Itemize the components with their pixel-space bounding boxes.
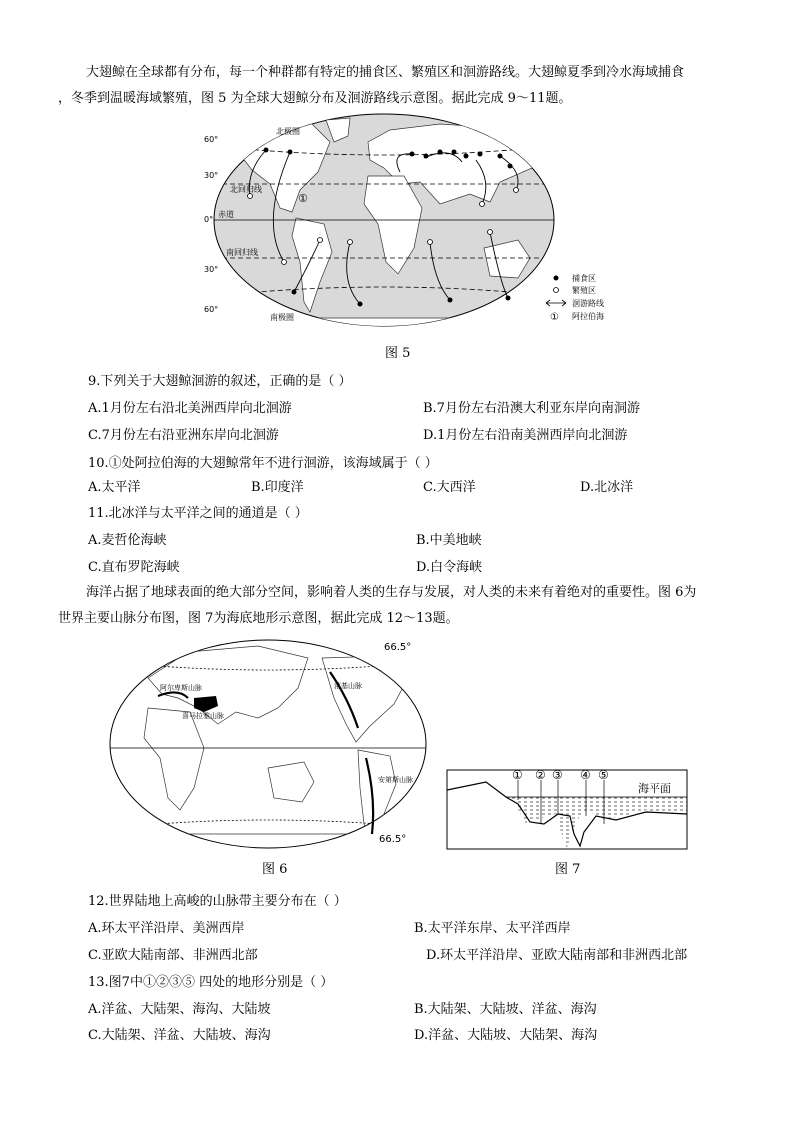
- legend-label: 洄游路线: [572, 299, 604, 308]
- intro-paragraph-1: [58, 60, 730, 112]
- q10-option-b[interactable]: B.印度洋: [251, 480, 304, 495]
- lat-label: 30°: [204, 171, 219, 180]
- fig7-marker-3: ③: [552, 768, 563, 782]
- q12-option-d[interactable]: D.环太平洋沿岸、亚欧大陆南部和非洲西北部: [426, 948, 688, 963]
- figure-6-mountain-map: [108, 638, 428, 850]
- legend-symbol: ①: [550, 312, 559, 323]
- lat-label: 60°: [204, 135, 219, 144]
- intro-2-line-2: 世界主要山脉分布图，图 7为海底地形示意图，据此完成 12～13题。: [58, 611, 459, 626]
- q11-option-b[interactable]: B.中美地峡: [416, 533, 482, 548]
- question-10-stem: 10.①处阿拉伯海的大翅鲸常年不进行洄游，该海域属于（ ）: [88, 456, 438, 471]
- intro-1-line-1: 大翅鲸在全球都有分布，每一个种群都有特定的捕食区、繁殖区和洄游路线。大翅鲸夏季到冷水海域捕食: [86, 65, 685, 80]
- fig7-marker-1: ①: [512, 768, 523, 782]
- lat-label: 60°: [204, 305, 219, 314]
- lat-label: 0°: [204, 215, 214, 224]
- intro-paragraph-2: [58, 580, 730, 632]
- lat-label: 30°: [204, 265, 219, 274]
- figure-7-caption: 图 7: [555, 862, 581, 877]
- question-9-stem: 9.下列关于大翅鲸洄游的叙述，正确的是（ ）: [88, 374, 352, 389]
- figure-5-legend: [546, 273, 604, 323]
- question-12-stem: 12.世界陆地上高峻的山脉带主要分布在（ ）: [88, 894, 347, 909]
- q9-option-b[interactable]: B.7月份左右沿澳大利亚东岸向南洞游: [423, 401, 640, 416]
- q12-option-c[interactable]: C.亚欧大陆南部、非洲西北部: [88, 948, 258, 963]
- legend-label: 捕食区: [572, 274, 596, 283]
- arabian-sea-marker: ①: [298, 192, 308, 205]
- q13-option-d[interactable]: D.洋盆、大陆坡、大陆架、海沟: [414, 1028, 598, 1043]
- figure-6-caption: 图 6: [262, 862, 288, 877]
- rocky-label: 落基山脉: [334, 682, 362, 690]
- q11-option-a[interactable]: A.麦哲伦海峡: [88, 533, 167, 548]
- q13-option-b[interactable]: B.大陆架、大陆坡、洋盆、海沟: [414, 1002, 597, 1017]
- breeding-area-symbol: [554, 288, 559, 293]
- migration-route-symbol: [546, 300, 566, 306]
- fig7-marker-4: ④: [580, 768, 591, 782]
- q10-option-a[interactable]: A.太平洋: [88, 480, 141, 495]
- q11-option-d[interactable]: D.白令海峡: [416, 560, 483, 575]
- q9-option-a[interactable]: A.1月份左右沿北美洲西岸向北洄游: [88, 401, 292, 416]
- legend-label: 繁殖区: [572, 286, 596, 295]
- figure-5-whale-map: [200, 112, 640, 334]
- equator-label: 赤道: [218, 210, 234, 219]
- q10-option-c[interactable]: C.大西洋: [423, 480, 476, 495]
- fig7-marker-5: ⑤: [598, 768, 609, 782]
- q11-option-c[interactable]: C.直布罗陀海峡: [88, 560, 180, 575]
- figure-7-seabed-profile: [446, 764, 688, 850]
- andes-label: 安第斯山脉: [378, 776, 413, 784]
- feeding-area-symbol: [554, 276, 559, 281]
- fig6-lat-bottom: 66.5°: [379, 834, 407, 845]
- intro-1-line-2: ，冬季到温暖海域繁殖，图 5 为全球大翅鲸分布及洄游路线示意图。据此完成 9～11题。: [58, 91, 572, 106]
- question-13-stem: 13.图7中①②③⑤ 四处的地形分别是（ ）: [88, 975, 334, 990]
- q12-option-b[interactable]: B.太平洋东岸、太平洋西岸: [414, 921, 571, 936]
- question-11-stem: 11.北冰洋与太平洋之间的通道是（ ）: [88, 506, 308, 521]
- q10-option-d[interactable]: D.北冰洋: [580, 480, 634, 495]
- alps-label: 阿尔卑斯山脉: [160, 684, 202, 692]
- arctic-circle-label: 北极圈: [276, 127, 300, 136]
- tropic-cancer-label: 北回归线: [230, 185, 262, 194]
- q9-option-c[interactable]: C.7月份左右沿亚洲东岸向北洄游: [88, 428, 279, 443]
- q13-option-c[interactable]: C.大陆架、洋盆、大陆坡、海沟: [88, 1028, 271, 1043]
- tropic-capricorn-label: 南回归线: [226, 248, 258, 257]
- figure-5-caption: 图 5: [385, 346, 411, 361]
- antarctic-circle-label: 南极圈: [270, 313, 294, 322]
- q13-option-a[interactable]: A.洋盆、大陆架、海沟、大陆坡: [88, 1002, 271, 1017]
- sea-level-label: 海平面: [638, 782, 671, 795]
- legend-label: 阿拉伯海: [572, 312, 604, 321]
- himalaya-label: 喜马拉雅山脉: [182, 712, 224, 720]
- fig7-marker-2: ②: [535, 768, 546, 782]
- q9-option-d[interactable]: D.1月份左右沿南美洲西岸向北洄游: [423, 428, 628, 443]
- fig6-lat-top: 66.5°: [384, 642, 412, 653]
- intro-2-line-1: 海洋占据了地球表面的绝大部分空间，影响着人类的生存与发展，对人类的未来有着绝对的重要性。图 6为: [86, 585, 697, 600]
- q12-option-a[interactable]: A.环太平洋沿岸、美洲西岸: [88, 921, 245, 936]
